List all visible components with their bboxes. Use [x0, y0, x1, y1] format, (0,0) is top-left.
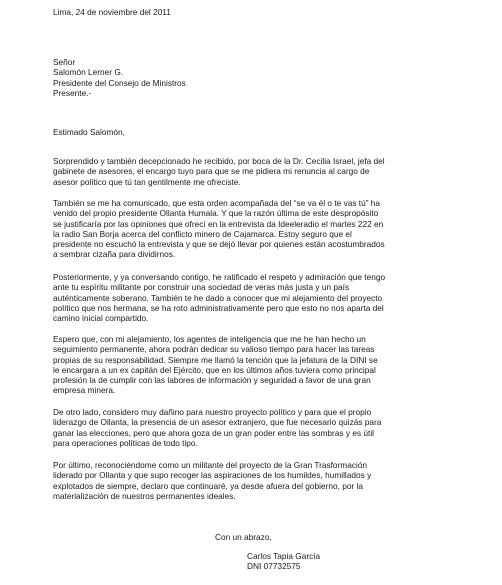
- closing-line: Con un abrazo,: [215, 532, 272, 542]
- paragraph-line: profesión la de cumplir con las labores de información y seguridad a favor de una gran: [53, 375, 371, 386]
- paragraph-1: [53, 156, 385, 187]
- paragraph-line: seguimiento permanente, ahora podrán dedicar su valioso tiempo para hacer las tareas: [53, 344, 375, 355]
- paragraph-line: ganar las elecciones, pero que ahora goza de un gran poder entre las sombras y es útil: [53, 427, 375, 438]
- paragraph-line: Por último, reconociéndome como un militante del proyecto de la Gran Trasformación: [53, 460, 368, 470]
- paragraph-5: [53, 407, 381, 448]
- paragraph-line: asesor político que tú tan gentilmente me ofreciste.: [53, 176, 241, 187]
- paragraph-line: También se me ha comunicado, que esta orden acompañada del “se va él o te vas tú” ha: [53, 198, 381, 208]
- signature-dni: DNI 07732575: [247, 561, 301, 572]
- paragraph-line: político que nos hermana, se ha roto administrativamente pero que esto no nos aparta del: [53, 302, 384, 313]
- paragraph-line: Espero que, con mi alejamiento, los agentes de inteligencia que me he han hecho un: [53, 334, 366, 344]
- paragraph-line: para operaciones políticas de todo tipo.: [53, 437, 198, 448]
- closing: [215, 532, 272, 542]
- salutation-line: Estimado Salomón,: [53, 127, 125, 137]
- paragraph-line: la radio San Borja acerca del conflicto minero de Cajamarca. Estoy seguro que el: [53, 228, 352, 239]
- paragraph-2: [53, 198, 385, 260]
- paragraph-line: ante tu espíritu militante por construir una sociedad de veras más justa y un país: [53, 282, 350, 293]
- paragraph-line: Posteriormente, y ya conversando contigo, he ratificado el respeto y admiración que tengo: [53, 272, 386, 282]
- recipient-line: Presidente del Consejo de Ministros: [53, 77, 186, 88]
- date-line: Lima, 24 de noviembre del 2011: [53, 7, 171, 17]
- paragraph-line: le encargara a un ex capitán del Ejército, que en los últimos años tuviera como principal: [53, 364, 376, 375]
- paragraph-line: liderado por Ollanta y que supo recoger las aspiraciones de los humildes, humillados y: [53, 470, 372, 481]
- paragraph-line: propias de su responsabilidad. Siempre me llamó la tención que la jefatura de la DINI se: [53, 354, 378, 365]
- paragraph-line: liderazgo de Ollanta, la presencia de un asesor extranjero, que fue necesario quizás para: [53, 417, 382, 428]
- paragraph-line: auténticamente soberano. También te he dado a conocer que mi alejamiento del proyecto: [53, 292, 383, 303]
- recipient-line: Presente.-: [53, 87, 92, 98]
- paragraph-line: a sembrar cizaña para dividirnos.: [53, 249, 176, 260]
- paragraph-line: presidente no escuchó la entrevista y que se dejó llevar por quienes están acostumbrados: [53, 239, 385, 250]
- paragraph-3: [53, 272, 385, 323]
- paragraph-line: materialización de nuestros permanentes ideales.: [53, 490, 236, 501]
- salutation: [53, 127, 125, 137]
- recipient-line: Señor: [53, 57, 76, 67]
- paragraph-line: De otro lado, considero muy dañino para nuestro proyecto político y para que el propio: [53, 407, 372, 417]
- paragraph-4: [53, 334, 378, 396]
- paragraph-line: se justificaría por las opiniones que ofrecí en la entrevista da Ideeleradio el martes 222 en: [53, 218, 384, 229]
- recipient-line: Salomón Lerner G.: [53, 67, 124, 78]
- paragraph-line: venido del propio presidente Ollanta Humala. Y que la razón última de este despropósito: [53, 208, 379, 219]
- paragraph-6: [53, 460, 371, 501]
- paragraph-line: empresa minera.: [53, 385, 116, 396]
- paragraph-line: camino inicial compartido.: [53, 313, 149, 324]
- signature-name: Carlos Tapia García: [247, 551, 321, 561]
- paragraph-line: Sorprendido y también decepcionado he recibido, por boca de la Dr. Cecilia Israel, jefa del: [53, 156, 385, 166]
- recipient-block: [53, 57, 186, 98]
- signature-block: [247, 551, 320, 572]
- paragraph-line: gabinete de asesores, el encargo tuyo para que se me pidiera mi renuncia al cargo de: [53, 166, 370, 177]
- paragraph-line: explotados de siempre, declaro que continuaré, ya desde afuera del gobierno, por la: [53, 480, 363, 491]
- letter-date: [53, 7, 171, 17]
